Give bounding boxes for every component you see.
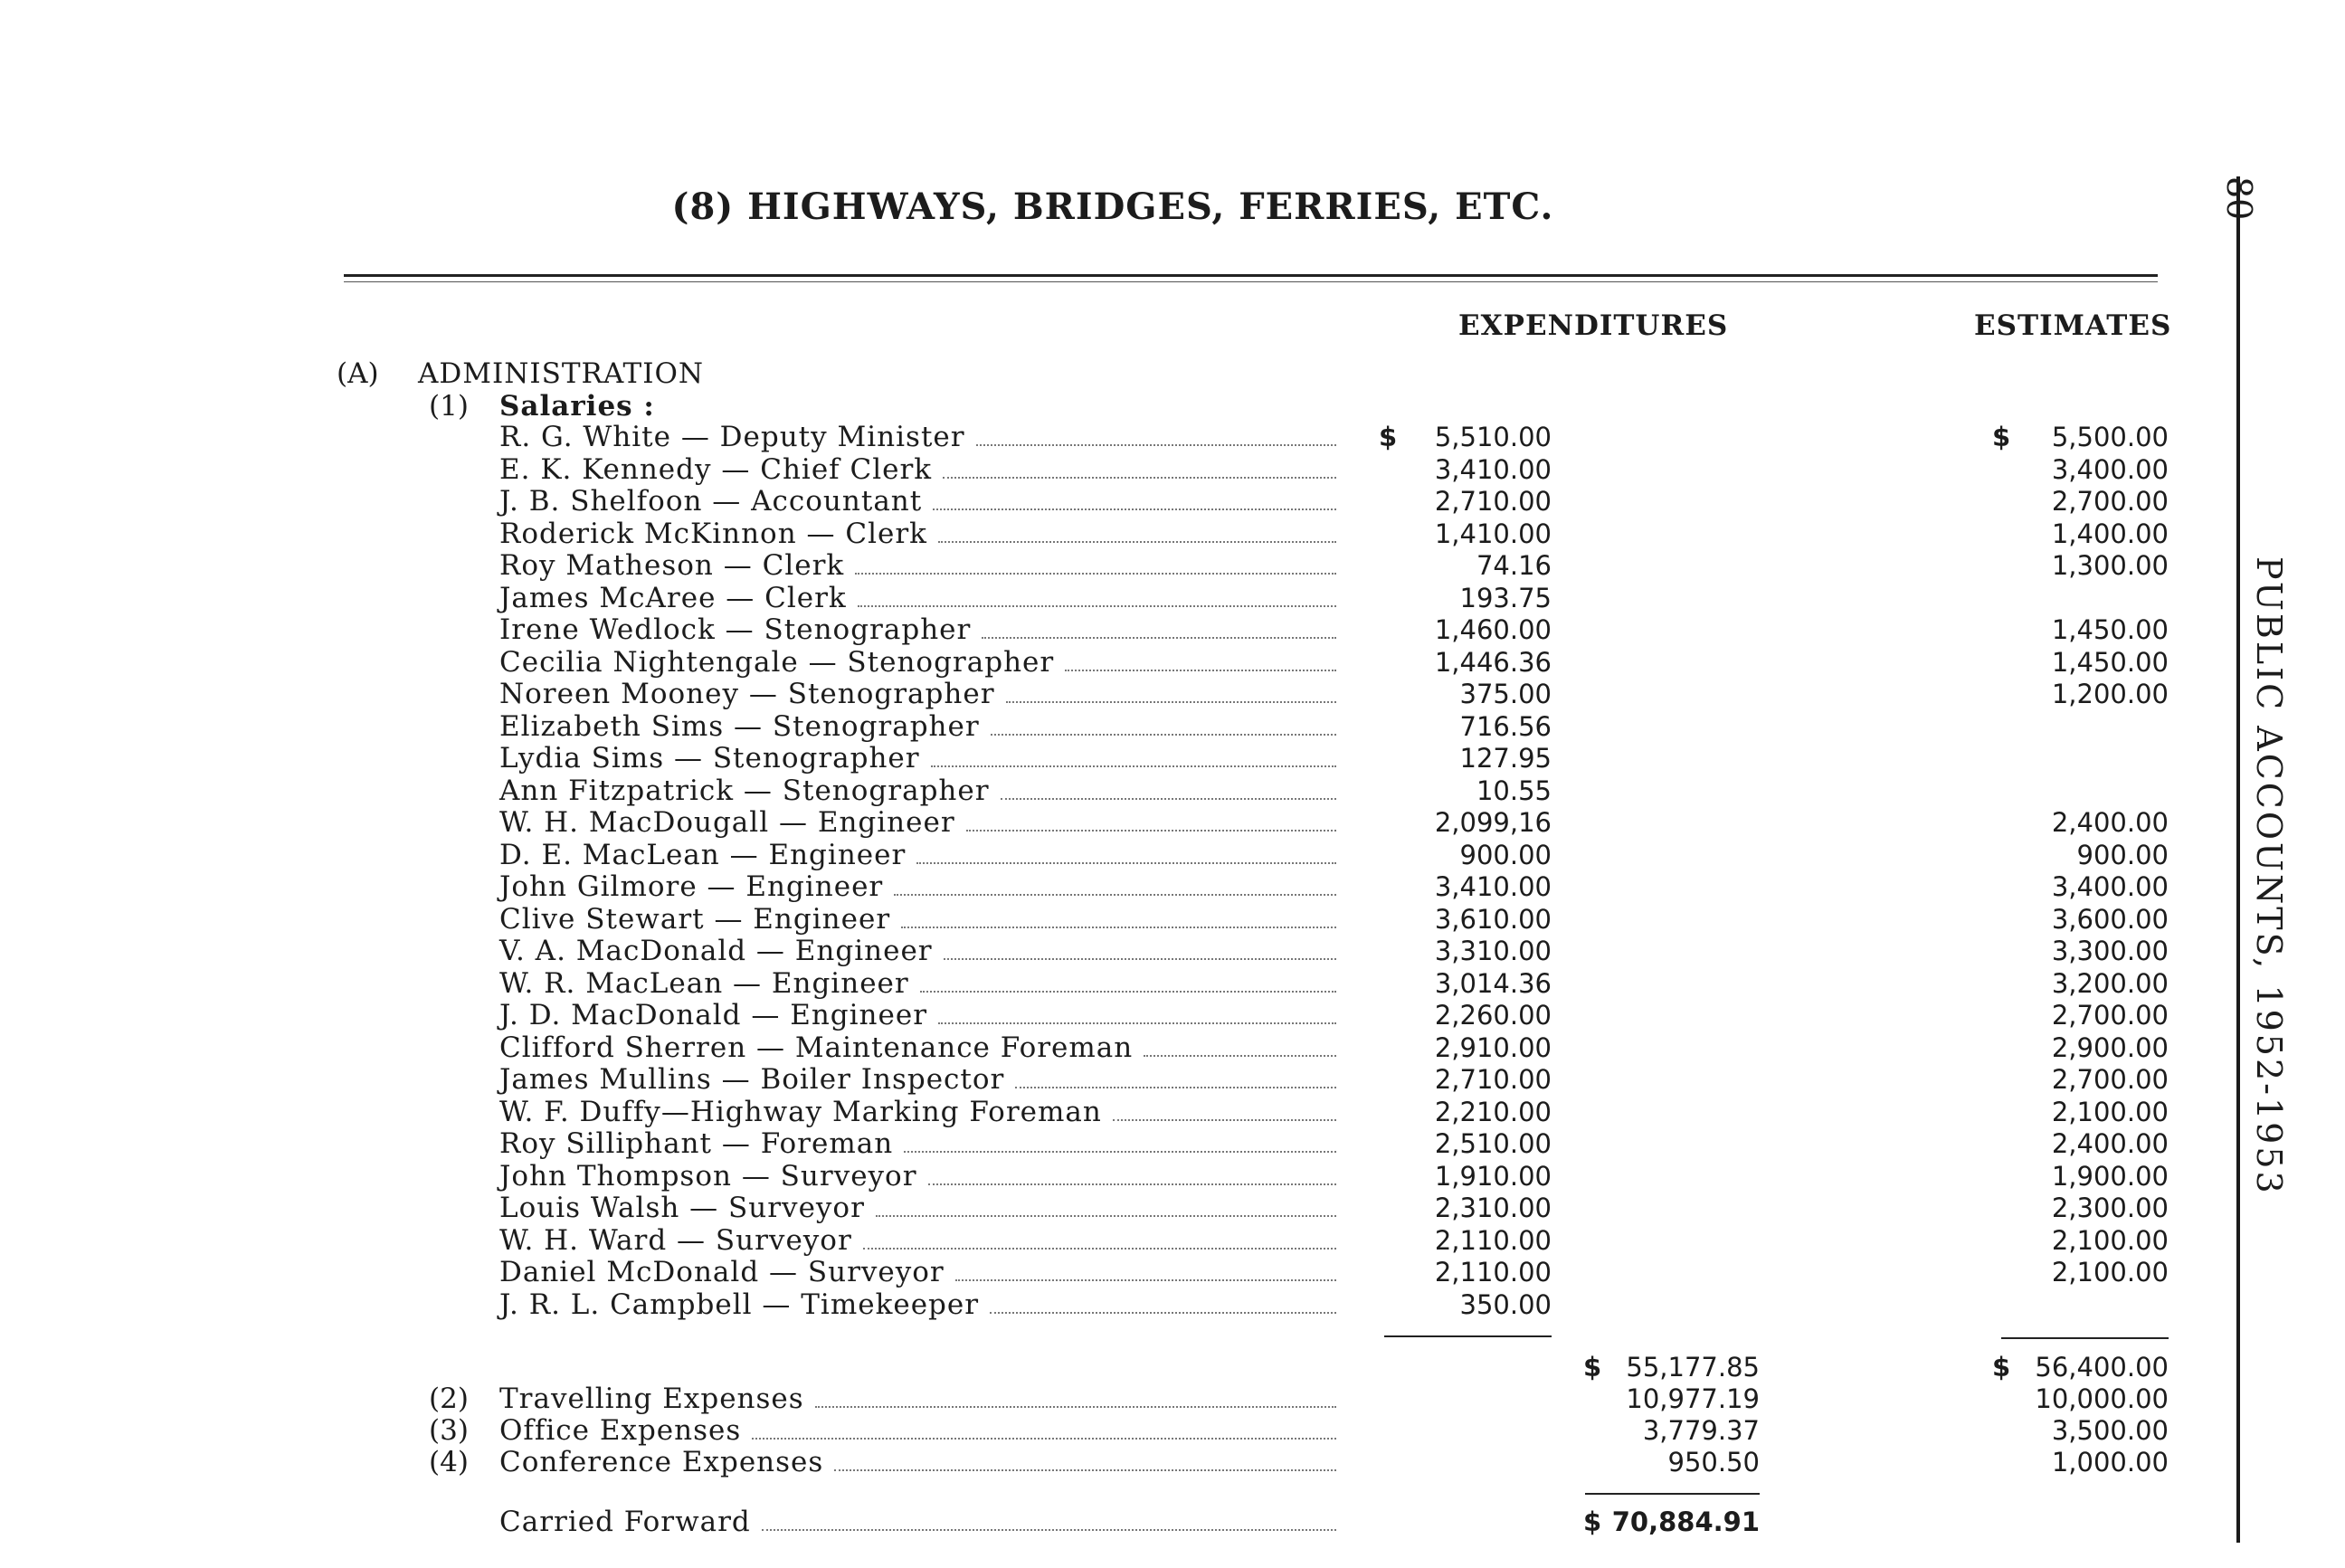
estimate-amount: 1,450.00 [2051, 647, 2169, 678]
salary-row [499, 582, 1336, 614]
expenditure-amount: 3,310.00 [1434, 936, 1552, 966]
expenditure-amount: 1,460.00 [1434, 614, 1552, 645]
salary-row [499, 1127, 1336, 1160]
estimate-amount: 2,100.00 [2051, 1097, 2169, 1127]
estimate-amount: 5,500.00 [2051, 422, 2169, 452]
employee-name: Noreen Mooney — Stenographer [499, 678, 995, 710]
expenditure-amount: 2,710.00 [1434, 1064, 1552, 1095]
leader-dots [931, 765, 1336, 767]
leader-dots [920, 991, 1336, 993]
expenditure-amount: 1,446.36 [1434, 647, 1552, 678]
salary-row [499, 678, 1336, 710]
estimate-amount: 1,200.00 [2051, 679, 2169, 709]
expense-label: Office Expenses [499, 1414, 742, 1447]
leader-dots [976, 444, 1336, 446]
salary-row [499, 967, 1336, 1000]
salary-row [499, 999, 1336, 1031]
expense-estimate: 10,000.00 [2035, 1383, 2169, 1414]
expenditures-header: EXPENDITURES [1458, 309, 1729, 342]
expense-label: Travelling Expenses [499, 1383, 804, 1415]
expenditure-amount: 2,310.00 [1434, 1193, 1552, 1223]
salary-row [499, 1160, 1336, 1193]
expense-label: Conference Expenses [499, 1446, 824, 1478]
expense-estimate: 3,500.00 [2051, 1415, 2169, 1446]
leader-dots [855, 573, 1336, 575]
title-rule [344, 274, 2158, 277]
employee-name: Clive Stewart — Engineer [499, 903, 891, 936]
employee-name: D. E. MacLean — Engineer [499, 839, 907, 871]
employee-name: J. D. MacDonald — Engineer [499, 999, 928, 1031]
expense-row [499, 1383, 1336, 1415]
estimate-amount: 2,700.00 [2051, 1064, 2169, 1095]
salary-row [499, 518, 1336, 550]
expenditure-amount: 2,110.00 [1434, 1225, 1552, 1256]
leader-dots [1144, 1055, 1336, 1057]
salaries-label: Salaries : [499, 390, 655, 423]
leader-dots [904, 1151, 1336, 1153]
expense-row [499, 1414, 1336, 1447]
salary-row [499, 1256, 1336, 1288]
expenditure-amount: 2,910.00 [1434, 1032, 1552, 1063]
expense-marker: (3) [429, 1414, 469, 1447]
expenditure-amount: 716.56 [1459, 711, 1552, 742]
leader-dots [982, 637, 1336, 639]
page-title: (8) HIGHWAYS, BRIDGES, FERRIES, ETC. [671, 185, 1554, 228]
estimate-amount: 1,300.00 [2051, 550, 2169, 581]
leader-dots [894, 894, 1336, 896]
expense-marker: (2) [429, 1383, 469, 1415]
salary-row [499, 646, 1336, 679]
employee-name: James McAree — Clerk [499, 582, 847, 614]
leader-dots [966, 830, 1336, 832]
section-label: ADMINISTRATION [418, 357, 705, 390]
leader-dots [858, 605, 1336, 607]
expenditure-amount: 3,014.36 [1434, 968, 1552, 999]
expenditure-amount: 2,710.00 [1434, 486, 1552, 517]
leader-dots [1113, 1119, 1336, 1121]
salary-row [499, 1063, 1336, 1096]
salary-row [499, 1096, 1336, 1128]
estimate-amount: 3,300.00 [2051, 936, 2169, 966]
salary-row [499, 839, 1336, 871]
estimate-amount: 2,400.00 [2051, 1128, 2169, 1159]
section-marker: (A) [337, 357, 379, 390]
expenditure-amount: 10.55 [1476, 775, 1552, 806]
leader-dots [834, 1469, 1336, 1471]
employee-name: R. G. White — Deputy Minister [499, 421, 965, 453]
leader-dots [876, 1215, 1336, 1217]
margin-rule [2236, 176, 2240, 1543]
salary-row [499, 485, 1336, 518]
estimate-amount: 2,700.00 [2051, 1000, 2169, 1031]
expenditure-amount: 2,210.00 [1434, 1097, 1552, 1127]
estimate-amount: 1,900.00 [2051, 1161, 2169, 1192]
salary-row [499, 710, 1336, 743]
estimate-amount: 2,700.00 [2051, 486, 2169, 517]
salary-row [499, 613, 1336, 646]
expenditure-amount: 127.95 [1459, 743, 1552, 774]
employee-name: Ann Fitzpatrick — Stenographer [499, 774, 990, 807]
leader-dots [955, 1279, 1336, 1281]
leader-dots [916, 862, 1336, 864]
leader-dots [752, 1438, 1336, 1440]
leader-dots [1065, 670, 1336, 671]
salary-row [499, 903, 1336, 936]
title-rule-thin [344, 281, 2158, 282]
expenditure-amount: 2,510.00 [1434, 1128, 1552, 1159]
employee-name: Irene Wedlock — Stenographer [499, 613, 972, 646]
leader-dots [815, 1406, 1336, 1408]
expenditure-amount: 2,099,16 [1434, 807, 1552, 838]
estimate-subtotal-rule [2001, 1337, 2169, 1339]
employee-name: Roy Matheson — Clerk [499, 549, 845, 582]
salary-row [499, 870, 1336, 903]
salary-row [499, 1288, 1336, 1321]
expenditure-currency: $ [1379, 422, 1398, 452]
expense-estimate: 1,000.00 [2051, 1447, 2169, 1478]
salary-row [499, 1031, 1336, 1064]
salary-row [499, 742, 1336, 774]
leader-dots [991, 734, 1336, 736]
leader-dots [901, 927, 1336, 928]
estimate-amount: 3,400.00 [2051, 454, 2169, 485]
leader-dots [1015, 1087, 1336, 1088]
expenditure-amount: 1,410.00 [1434, 518, 1552, 549]
leader-dots [1006, 701, 1336, 703]
employee-name: John Thompson — Surveyor [499, 1160, 917, 1193]
employee-name: John Gilmore — Engineer [499, 870, 884, 903]
expenditure-amount: 193.75 [1459, 583, 1552, 613]
expenditure-amount: 350.00 [1459, 1289, 1552, 1320]
salaries-total-estimate: 56,400.00 [2035, 1352, 2169, 1383]
expenditure-amount: 900.00 [1459, 840, 1552, 870]
estimate-amount: 3,400.00 [2051, 871, 2169, 902]
employee-name: Roy Silliphant — Foreman [499, 1127, 894, 1160]
expense-expenditure: 10,977.19 [1626, 1383, 1760, 1414]
estimate-currency: $ [1992, 422, 2011, 452]
salary-row [499, 1192, 1336, 1224]
expenditure-amount: 3,410.00 [1434, 871, 1552, 902]
estimate-amount: 900.00 [2076, 840, 2169, 870]
employee-name: E. K. Kennedy — Chief Clerk [499, 453, 933, 486]
expense-marker: (4) [429, 1446, 469, 1478]
employee-name: J. B. Shelfoon — Accountant [499, 485, 923, 518]
leader-dots [938, 541, 1336, 543]
expenditure-amount: 5,510.00 [1434, 422, 1552, 452]
expenditure-amount: 2,260.00 [1434, 1000, 1552, 1031]
expenditure-amount: 3,610.00 [1434, 904, 1552, 935]
employee-name: W. H. Ward — Surveyor [499, 1224, 852, 1257]
employee-name: W. F. Duffy—Highway Marking Foreman [499, 1096, 1102, 1128]
employee-name: James Mullins — Boiler Inspector [499, 1063, 1005, 1096]
expense-expenditure: 950.50 [1667, 1447, 1760, 1478]
running-title: PUBLIC ACCOUNTS, 1952-1953 [2249, 556, 2289, 1196]
salaries-marker: (1) [429, 390, 469, 423]
salary-row [499, 549, 1336, 582]
salary-row [499, 1224, 1336, 1257]
total-currency: $ [1583, 1352, 1602, 1383]
salaries-total-expenditure: 55,177.85 [1626, 1352, 1760, 1383]
employee-name: W. H. MacDougall — Engineer [499, 806, 955, 839]
employee-name: Louis Walsh — Surveyor [499, 1192, 865, 1224]
leader-dots [990, 1312, 1336, 1314]
leader-dots [863, 1248, 1336, 1250]
salary-row [499, 774, 1336, 807]
leader-dots [928, 1183, 1336, 1185]
estimate-amount: 2,900.00 [2051, 1032, 2169, 1063]
expenditure-subtotal-rule [1384, 1335, 1552, 1337]
estimate-amount: 3,200.00 [2051, 968, 2169, 999]
expenditure-amount: 3,410.00 [1434, 454, 1552, 485]
carried-forward-rule [1585, 1493, 1760, 1495]
estimate-amount: 3,600.00 [2051, 904, 2169, 935]
employee-name: Roderick McKinnon — Clerk [499, 518, 927, 550]
estimates-header: ESTIMATES [1974, 309, 2172, 342]
salary-row [499, 453, 1336, 486]
expense-row [499, 1446, 1336, 1478]
employee-name: Lydia Sims — Stenographer [499, 742, 920, 774]
leader-dots [762, 1529, 1336, 1531]
employee-name: Daniel McDonald — Surveyor [499, 1256, 945, 1288]
carried-forward-label: Carried Forward [499, 1506, 751, 1538]
page-number: 80 [2219, 176, 2259, 221]
estimate-amount: 2,100.00 [2051, 1225, 2169, 1256]
expenditure-amount: 375.00 [1459, 679, 1552, 709]
expenditure-amount: 2,110.00 [1434, 1257, 1552, 1288]
estimate-amount: 1,450.00 [2051, 614, 2169, 645]
salary-row [499, 421, 1336, 453]
estimate-amount: 2,100.00 [2051, 1257, 2169, 1288]
carried-forward-currency: $ [1583, 1506, 1602, 1537]
employee-name: Clifford Sherren — Maintenance Foreman [499, 1031, 1134, 1064]
leader-dots [1001, 798, 1336, 800]
leader-dots [944, 958, 1336, 960]
leader-dots [938, 1022, 1336, 1024]
leader-dots [933, 508, 1336, 510]
expenditure-amount: 74.16 [1476, 550, 1552, 581]
salary-row [499, 806, 1336, 839]
employee-name: Cecilia Nightengale — Stenographer [499, 646, 1055, 679]
expenditure-amount: 1,910.00 [1434, 1161, 1552, 1192]
carried-forward-row [499, 1506, 1336, 1538]
salary-row [499, 935, 1336, 967]
expense-expenditure: 3,779.37 [1642, 1415, 1760, 1446]
estimate-amount: 2,400.00 [2051, 807, 2169, 838]
employee-name: V. A. MacDonald — Engineer [499, 935, 933, 967]
employee-name: W. R. MacLean — Engineer [499, 967, 909, 1000]
estimate-total-currency: $ [1992, 1352, 2011, 1383]
estimate-amount: 2,300.00 [2051, 1193, 2169, 1223]
carried-forward-amount: 70,884.91 [1611, 1506, 1760, 1537]
leader-dots [943, 477, 1336, 479]
employee-name: J. R. L. Campbell — Timekeeper [499, 1288, 980, 1321]
employee-name: Elizabeth Sims — Stenographer [499, 710, 980, 743]
estimate-amount: 1,400.00 [2051, 518, 2169, 549]
